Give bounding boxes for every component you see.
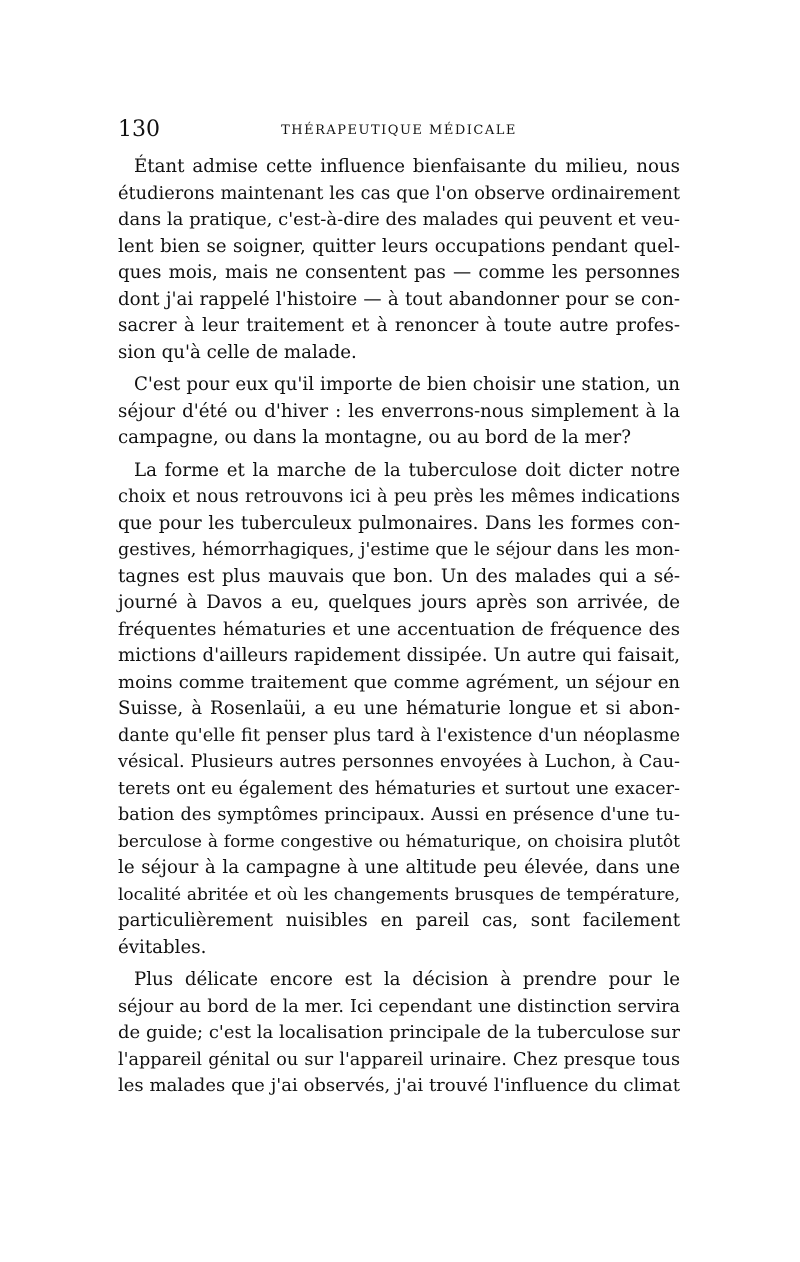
- text-line: sion qu'à celle de malade.: [118, 341, 357, 363]
- text-line: étudierons maintenant les cas que l'on observe ordinairement: [118, 182, 680, 204]
- text-line: particulièrement nuisibles en pareil cas, sont facilement: [118, 910, 680, 931]
- text-line: de guide; c'est la localisation principale de la tuberculose sur: [118, 1022, 680, 1043]
- text-line: journé à Davos a eu, quelques jours après son arrivée, de: [118, 592, 680, 613]
- page-number: 130: [118, 117, 160, 142]
- text-line: vésical. Plusieurs autres personnes envoyées à Luchon, à Cau-: [118, 752, 680, 772]
- paragraph: [118, 967, 680, 1100]
- paragraph: [118, 372, 680, 452]
- text-line: choix et nous retrouvons ici à peu près les mêmes indications: [118, 486, 680, 507]
- text-line: terets ont eu également des hématuries et surtout une exacer-: [118, 778, 680, 799]
- text-line: lent bien se soigner, quitter leurs occupations pendant quel-: [118, 235, 680, 257]
- text-line: moins comme traitement que comme agrément, un séjour en: [118, 671, 680, 693]
- text-line: gestives, hémorrhagiques, j'estime que le séjour dans les mon-: [118, 540, 680, 560]
- text-line: berculose à forme congestive ou hématurique, on choisira plutôt: [118, 831, 680, 852]
- text-line: séjour d'été ou d'hiver : les enverrons-nous simplement à la: [118, 400, 680, 422]
- text-line: localité abritée et où les changements brusques de température,: [118, 884, 680, 905]
- text-line: l'appareil génital ou sur l'appareil urinaire. Chez presque tous: [118, 1049, 680, 1070]
- text-line: dont j'ai rappelé l'histoire — à tout abandonner pour se con-: [118, 288, 680, 310]
- text-line: évitables.: [118, 936, 207, 958]
- text-line: tagnes est plus mauvais que bon. Un des malades qui a sé-: [118, 565, 680, 587]
- text-line: Suisse, à Rosenlaüi, a eu une hématurie longue et si abon-: [118, 698, 680, 719]
- text-line: que pour les tuberculeux pulmonaires. Dans les formes con-: [118, 512, 680, 534]
- paragraph: [118, 154, 680, 366]
- text-line: bation des symptômes principaux. Aussi en présence d'une tu-: [118, 805, 680, 825]
- text-line: séjour au bord de la mer. Ici cependant une distinction servira: [118, 996, 680, 1017]
- text-line: dans la pratique, c'est-à-dire des malades qui peuvent et veu-: [118, 209, 680, 230]
- text-line: les malades que j'ai observés, j'ai trouvé l'influence du climat: [118, 1075, 680, 1096]
- text-line: campagne, ou dans la montagne, ou au bord de la mer?: [118, 427, 631, 448]
- text-line: le séjour à la campagne à une altitude peu élevée, dans une: [118, 857, 680, 878]
- text-line: sacrer à leur traitement et à renoncer à toute autre profes-: [118, 315, 680, 336]
- text-line: Plus délicate encore est la décision à prendre pour le: [134, 969, 680, 990]
- text-line: ques mois, mais ne consentent pas — comme les personnes: [118, 262, 680, 283]
- paragraph: [118, 458, 680, 962]
- text-line: La forme et la marche de la tuberculose doit dicter notre: [134, 459, 680, 481]
- body-text: [118, 154, 680, 1100]
- text-line: C'est pour eux qu'il importe de bien choisir une station, un: [134, 374, 680, 395]
- text-line: dante qu'elle fit penser plus tard à l'existence d'un néoplasme: [118, 724, 680, 746]
- text-line: fréquentes hématuries et une accentuation de fréquence des: [118, 618, 680, 640]
- running-title: THÉRAPEUTIQUE MÉDICALE: [281, 123, 517, 138]
- page-header: [118, 117, 680, 147]
- text-line: Étant admise cette influence bienfaisante du milieu, nous: [134, 156, 680, 177]
- text-line: mictions d'ailleurs rapidement dissipée. Un autre qui faisait,: [118, 645, 680, 666]
